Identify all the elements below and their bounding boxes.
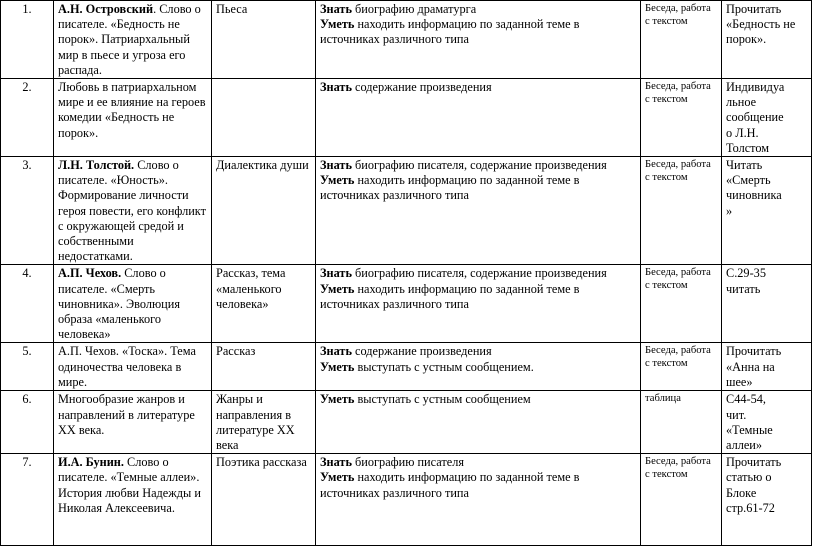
topic-text: А.П. Чехов. «Тоска». Тема одиночества человека в мире. (58, 344, 196, 389)
theory-concept: Диалектика души (212, 157, 316, 265)
req-text: находить информацию по заданной теме в источниках различного типа (320, 470, 580, 500)
lesson-number: 7. (1, 454, 54, 546)
homework: Прочитать «Анна на шее» (722, 343, 812, 391)
req-text: находить информацию по заданной теме в источниках различного типа (320, 17, 580, 47)
req-keyword: Уметь (320, 392, 355, 407)
requirements (316, 454, 641, 546)
lesson-topic (54, 343, 212, 391)
theory-concept: Рассказ (212, 343, 316, 391)
theory-concept: Рассказ, тема «маленького человека» (212, 265, 316, 343)
topic-text: Многообразие жанров и направлений в литературе XX века. (58, 392, 195, 437)
work-form: Беседа, работа с текстом (641, 265, 722, 343)
topic-author: И.А. Бунин. (58, 455, 124, 470)
req-text: биографию драматурга (351, 2, 477, 16)
lesson-number: 4. (1, 265, 54, 343)
req-text: биографию писателя, содержание произведения (351, 266, 607, 281)
topic-text: Слово о писателе. «Смерть чиновника». Эволюция образа «маленького человека» (58, 266, 180, 342)
req-text: биографию писателя (351, 455, 465, 470)
req-keyword: Знать (320, 158, 352, 173)
requirements (316, 265, 641, 343)
homework: С.29-35 читать (722, 265, 812, 343)
lesson-number: 1. (1, 1, 54, 79)
topic-author: Л.Н. Толстой. (58, 158, 135, 173)
req-text: содержание произведения (351, 344, 492, 359)
lesson-number: 2. (1, 79, 54, 157)
table-row (1, 391, 812, 454)
homework: Прочитать статью о Блоке стр.61-72 (722, 454, 812, 546)
requirements (316, 1, 641, 79)
req-text: биографию писателя, содержание произведения (351, 158, 607, 173)
homework: Индивидуа льное сообщение о Л.Н. Толстом (722, 79, 812, 157)
req-keyword: Уметь (320, 470, 355, 485)
lesson-topic (54, 1, 212, 79)
req-keyword: Знать (320, 344, 352, 359)
topic-author: А.Н. Островский (58, 2, 154, 16)
lesson-topic (54, 79, 212, 157)
work-form: Беседа, работа с текстом (641, 1, 722, 79)
topic-text: . Слово о писателе. «Бедность не порок». Патриархальный мир в пьесе и угроза его распада. (58, 2, 201, 77)
requirements (316, 79, 641, 157)
work-form: Беседа, работа с текстом (641, 454, 722, 546)
req-keyword: Знать (320, 2, 352, 16)
lesson-topic (54, 454, 212, 546)
homework: Прочитать «Бедность не порок». (722, 1, 812, 79)
topic-text: Любовь в патриархальном мире и ее влияние на героев комедии «Бедность не порок». (58, 80, 206, 140)
work-form: Беседа, работа с текстом (641, 343, 722, 391)
table-row (1, 265, 812, 343)
req-text: находить информацию по заданной теме в источниках различного типа (320, 173, 580, 203)
req-text: выступать с устным сообщением (354, 392, 531, 407)
req-text: находить информацию по заданной теме в источниках различного типа (320, 281, 580, 311)
requirements (316, 343, 641, 391)
table-row (1, 454, 812, 546)
lesson-number: 5. (1, 343, 54, 391)
req-text: содержание произведения (351, 80, 492, 95)
lesson-topic (54, 265, 212, 343)
theory-concept: Жанры и направления в литературе XX века (212, 391, 316, 454)
requirements (316, 157, 641, 265)
homework: Читать «Смерть чиновника » (722, 157, 812, 265)
work-form: Беседа, работа с текстом (641, 79, 722, 157)
work-form: Беседа, работа с текстом (641, 157, 722, 265)
theory-concept: Пьеса (212, 1, 316, 79)
topic-text: Слово о писателе. «Юность». Формирование личности героя повести, его конфликт с окружающей средой и собственными недостатками. (58, 158, 206, 264)
req-keyword: Уметь (320, 281, 355, 296)
req-text: выступать с устным сообщением. (354, 359, 534, 374)
lesson-number: 3. (1, 157, 54, 265)
topic-text: Слово о писателе. «Темные аллеи». История любви Надежды и Николая Алексеевича. (58, 455, 201, 515)
work-form: таблица (641, 391, 722, 454)
req-keyword: Уметь (320, 173, 355, 188)
req-keyword: Уметь (320, 17, 355, 32)
table-row (1, 343, 812, 391)
req-keyword: Знать (320, 266, 352, 281)
theory-concept (212, 79, 316, 157)
req-keyword: Знать (320, 80, 352, 95)
lesson-number: 6. (1, 391, 54, 454)
lesson-topic (54, 391, 212, 454)
req-keyword: Уметь (320, 359, 355, 374)
requirements (316, 391, 641, 454)
homework: С44-54, чит. «Темные аллеи» (722, 391, 812, 454)
req-keyword: Знать (320, 455, 352, 470)
table-row (1, 157, 812, 265)
theory-concept: Поэтика рассказа (212, 454, 316, 546)
table-row (1, 79, 812, 157)
topic-author: А.П. Чехов. (58, 266, 122, 281)
table-row (1, 1, 812, 79)
lesson-topic (54, 157, 212, 265)
